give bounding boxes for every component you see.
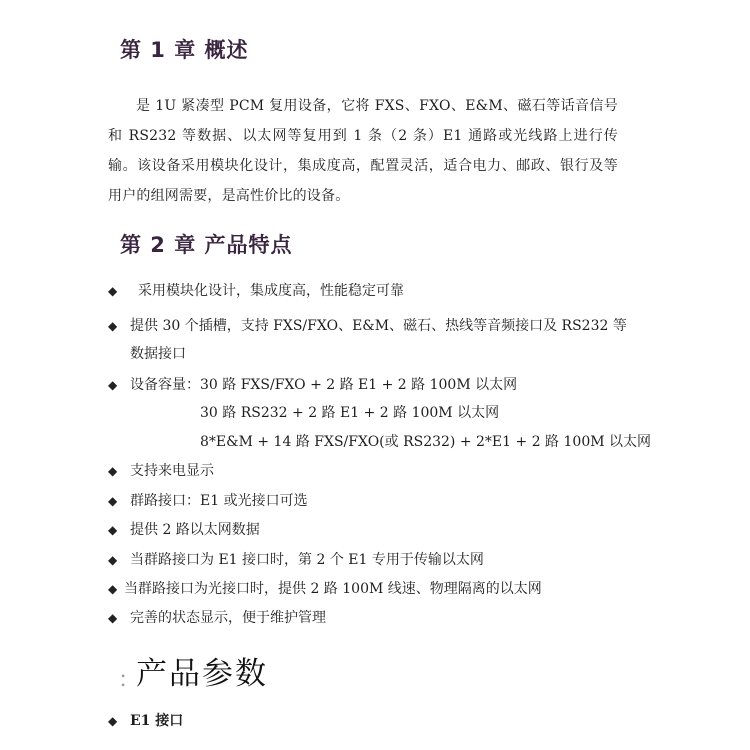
feature-continuation: 数据接口: [130, 346, 186, 362]
diamond-bullet-icon: ◆: [108, 494, 118, 508]
feature-text: 提供 30 个插槽，支持 FXS/FXO、E&M、磁石、热线等音频接口及 RS232 等: [130, 318, 627, 334]
diamond-bullet-icon: ◆: [108, 378, 118, 392]
feature-text: 支持来电显示: [130, 463, 214, 479]
feature-item: [108, 549, 484, 569]
diamond-bullet-icon: ◆: [108, 523, 118, 537]
feature-text: 完善的状态显示，便于维护管理: [130, 610, 326, 626]
capacity-line: 30 路 RS232 + 2 路 E1 + 2 路 100M 以太网: [200, 405, 500, 421]
feature-item: [108, 315, 627, 335]
diamond-bullet-icon: ◆: [108, 714, 118, 728]
feature-item: [108, 519, 260, 539]
feature-text: 当群路接口为 E1 接口时，第 2 个 E1 专用于传输以太网: [130, 552, 484, 568]
capacity-line: 8*E&M + 14 路 FXS/FXO(或 RS232) + 2*E1 + 2 路 100M 以太网: [200, 434, 652, 450]
feature-item: [108, 374, 517, 394]
section-number-fragment: ：: [118, 668, 141, 693]
sub-heading-text: E1 接口: [130, 713, 184, 729]
feature-text: 提供 2 路以太网数据: [130, 522, 260, 538]
feature-item: [108, 280, 404, 300]
diamond-bullet-icon: ◆: [108, 284, 118, 298]
diamond-bullet-icon: ◆: [108, 464, 118, 478]
diamond-bullet-icon: ◆: [108, 582, 118, 596]
section-3-title: 产品参数: [136, 656, 268, 692]
feature-text: 群路接口：E1 或光接口可选: [130, 493, 308, 509]
feature-text: 当群路接口为光接口时，提供 2 路 100M 线速、物理隔离的以太网: [124, 581, 542, 597]
chapter-1-title: 第 1 章 概述: [120, 38, 249, 62]
feature-text: 采用模块化设计，集成度高，性能稳定可靠: [138, 283, 404, 299]
feature-text: 设备容量：30 路 FXS/FXO + 2 路 E1 + 2 路 100M 以太网: [130, 377, 518, 393]
feature-item: [108, 490, 308, 510]
feature-item: [108, 607, 326, 627]
feature-item: [108, 460, 214, 480]
sub-heading: [108, 710, 183, 730]
diamond-bullet-icon: ◆: [108, 319, 118, 333]
chapter-1-intro: 是 1U 紧凑型 PCM 复用设备，它将 FXS、FXO、E&M、磁石等话音信号和 RS232 等数据、以太网等复用到 1 条（2 条）E1 通路或光线路上进行传输。该设备采用模块化设计，集成度高，配置灵活，适合电力、邮政、银行及等用户的组网需要，是高性价比的设备。: [108, 98, 618, 204]
chapter-2-title: 第 2 章 产品特点: [120, 233, 293, 257]
diamond-bullet-icon: ◆: [108, 611, 118, 625]
feature-item: [108, 578, 542, 598]
diamond-bullet-icon: ◆: [108, 553, 118, 567]
